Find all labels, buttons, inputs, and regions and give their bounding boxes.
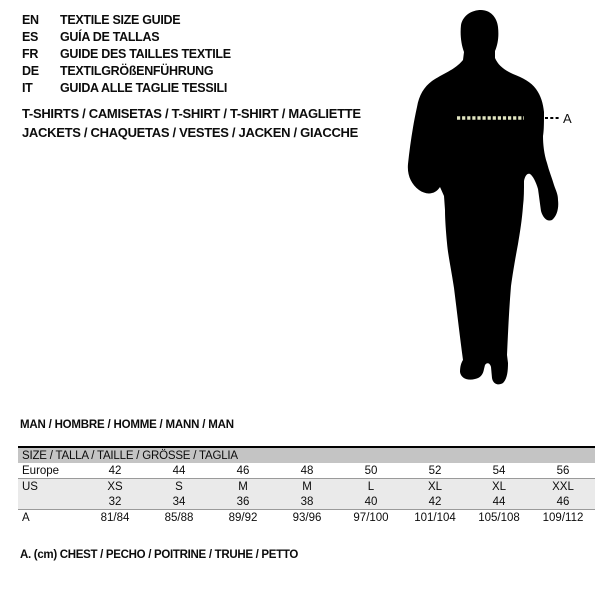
size-cell: 81/84: [100, 511, 130, 524]
size-cell: 101/104: [414, 511, 456, 524]
language-row-de: [22, 63, 231, 80]
man-silhouette-svg: [403, 8, 578, 388]
size-cell: 42: [403, 494, 467, 510]
size-cell: 36: [211, 494, 275, 510]
row-label-empty: [18, 494, 83, 510]
size-cell: 50: [339, 463, 403, 479]
size-cell: 44: [147, 463, 211, 479]
language-title: GUÍA DE TALLAS: [60, 30, 160, 44]
table-row-europe: [18, 463, 595, 479]
language-title: GUIDE DES TAILLES TEXTILE: [60, 47, 231, 61]
size-cell: 42: [83, 463, 147, 479]
size-cell: 40: [339, 494, 403, 510]
man-silhouette-shape: [408, 10, 558, 384]
size-cell: 97/100: [353, 511, 389, 524]
language-row-fr: [22, 46, 231, 63]
size-cell: 44: [467, 494, 531, 510]
size-cell: 109/112: [542, 511, 584, 524]
size-cell: 54: [467, 463, 531, 479]
size-cell: XL: [467, 479, 531, 495]
size-cell: 52: [403, 463, 467, 479]
language-code: ES: [22, 30, 39, 44]
size-cell: XL: [403, 479, 467, 495]
size-cell: S: [147, 479, 211, 495]
size-cell: 48: [275, 463, 339, 479]
size-cell: 89/92: [228, 511, 258, 524]
size-table: [18, 446, 595, 525]
gender-heading: MAN / HOMBRE / HOMME / MANN / MAN: [20, 419, 234, 431]
category-line-tshirts: T-SHIRTS / CAMISETAS / T-SHIRT / T-SHIRT / MAGLIETTE: [22, 106, 361, 121]
size-cell: 105/108: [478, 511, 520, 524]
size-table-header-row: [18, 447, 595, 463]
man-silhouette-figure: [403, 8, 578, 388]
table-row-us: [18, 479, 595, 495]
table-row-chest-cm: [18, 510, 595, 526]
measurement-a-label: A: [563, 111, 572, 126]
size-cell: 56: [531, 463, 595, 479]
size-cell: L: [339, 479, 403, 495]
size-cell: 46: [531, 494, 595, 510]
language-code: IT: [22, 81, 33, 95]
size-cell: M: [211, 479, 275, 495]
row-label-us: US: [18, 479, 83, 495]
language-code: DE: [22, 64, 39, 78]
language-code: FR: [22, 47, 39, 61]
language-row-en: [22, 12, 231, 29]
size-table-header: SIZE / TALLA / TAILLE / GRÖSSE / TAGLIA: [18, 447, 595, 463]
size-cell: XS: [83, 479, 147, 495]
size-cell: 34: [147, 494, 211, 510]
language-title: GUIDA ALLE TAGLIE TESSILI: [60, 81, 228, 95]
measurement-legend: A. (cm) CHEST / PECHO / POITRINE / TRUHE / PETTO: [20, 549, 299, 561]
language-row-es: [22, 29, 231, 46]
language-row-it: [22, 80, 231, 97]
size-cell: 85/88: [164, 511, 194, 524]
table-row-us-numeric: [18, 494, 595, 510]
language-title: TEXTILGRÖßENFÜHRUNG: [60, 64, 214, 78]
row-label-europe: Europe: [18, 463, 83, 479]
size-cell: 46: [211, 463, 275, 479]
size-cell: 38: [275, 494, 339, 510]
size-cell: 32: [83, 494, 147, 510]
size-cell: M: [275, 479, 339, 495]
garment-category-block: [22, 104, 361, 142]
category-line-jackets: JACKETS / CHAQUETAS / VESTES / JACKEN / GIACCHE: [22, 125, 358, 140]
language-title: TEXTILE SIZE GUIDE: [60, 13, 181, 27]
language-code: EN: [22, 13, 39, 27]
row-label-a: A: [22, 511, 30, 524]
size-cell: XXL: [531, 479, 595, 495]
size-cell: 93/96: [292, 511, 322, 524]
language-title-list: [22, 12, 231, 97]
